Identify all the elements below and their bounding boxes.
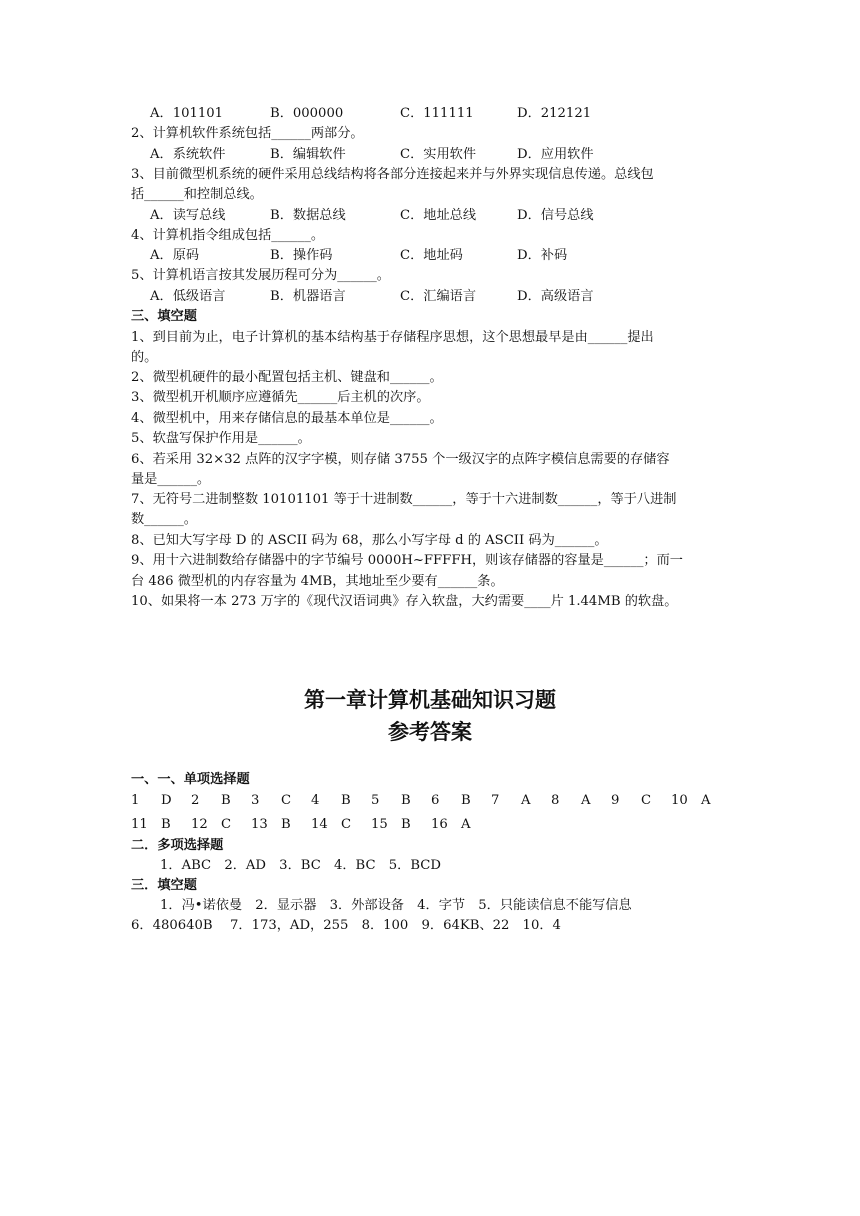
answer-cell: B [401, 793, 411, 808]
fill-line: 2、微型机硬件的最小配置包括主机、键盘和______。 [131, 370, 443, 385]
fill-line: 3、微型机开机顺序应遵循先______后主机的次序。 [131, 390, 430, 405]
section-heading-fill: 三、填空题 [131, 309, 197, 324]
answer-cell: 6 [431, 793, 440, 808]
answer-heading-single: 一、一、单项选择题 [131, 772, 250, 787]
answer-fill-line1: 1．冯•诺依曼 2．显示器 3．外部设备 4．字节 5．只能读信息不能写信息 [160, 898, 632, 913]
answer-cell: A [521, 793, 531, 808]
fill-line: 8、已知大写字母 D 的 ASCII 码为 68，那么小写字母 d 的 ASCII 码为______。 [131, 533, 608, 548]
q2-option-b: B．编辑软件 [270, 147, 346, 162]
q3-option-d: D．信号总线 [517, 208, 594, 223]
answer-cell: C [281, 793, 292, 808]
q1-option-c: C．111111 [400, 106, 474, 121]
answer-cell: C [221, 817, 232, 832]
answer-cell: A [581, 793, 591, 808]
q1-option-a: A．101101 [150, 106, 224, 121]
fill-line: 7、无符号二进制整数 10101101 等于十进制数______，等于十六进制数______，等于八进制 [131, 492, 677, 507]
q2-option-a: A．系统软件 [150, 147, 226, 162]
answer-cell: 16 [431, 817, 448, 832]
answer-cell: C [641, 793, 652, 808]
q4-option-d: D．补码 [517, 248, 568, 263]
q5-option-a: A．低级语言 [150, 289, 226, 304]
fill-line: 4、微型机中，用来存储信息的最基本单位是______。 [131, 411, 443, 426]
q1-option-b: B．000000 [270, 106, 344, 121]
q4-option-a: A．原码 [150, 248, 200, 263]
q3-text-line2: 括______和控制总线。 [131, 187, 263, 202]
q5-option-d: D．高级语言 [517, 289, 594, 304]
answer-cell: 11 [131, 817, 148, 832]
answer-heading-multi: 二．多项选择题 [131, 838, 224, 853]
answer-cell: A [701, 793, 711, 808]
q1-option-d: D．212121 [517, 106, 592, 121]
answer-cell: 4 [311, 793, 320, 808]
q3-option-c: C．地址总线 [400, 208, 477, 223]
q3-option-b: B．数据总线 [270, 208, 346, 223]
answer-cell: 9 [611, 793, 620, 808]
fill-line: 数______。 [131, 512, 197, 527]
answer-heading-fill: 三．填空题 [131, 878, 197, 893]
answer-cell: D [161, 793, 172, 808]
fill-line: 1、到目前为止，电子计算机的基本结构基于存储程序思想，这个思想最早是由______提出 [131, 330, 654, 345]
answer-cell: 12 [191, 817, 208, 832]
fill-line: 10、如果将一本 273 万字的《现代汉语词典》存入软盘，大约需要____片 1.44MB 的软盘。 [131, 594, 678, 609]
answer-fill-line2: 6．480640B 7．173，AD，255 8．100 9．64KB、22 10．4 [131, 918, 561, 933]
answer-row-1 [131, 791, 731, 811]
q4-option-c: C．地址码 [400, 248, 463, 263]
q2-option-c: C．实用软件 [400, 147, 477, 162]
fill-line: 6、若采用 32×32 点阵的汉字字模，则存储 3755 个一级汉字的点阵字模信息需要的存储容 [131, 452, 670, 467]
q5-option-b: B．机器语言 [270, 289, 346, 304]
answer-cell: 8 [551, 793, 560, 808]
answer-cell: C [341, 817, 352, 832]
answer-title: 第一章计算机基础知识习题 [304, 688, 556, 712]
answer-cell: 7 [491, 793, 500, 808]
answer-cell: 2 [191, 793, 200, 808]
answer-cell: B [401, 817, 411, 832]
answer-row-2 [131, 815, 731, 835]
q4-text: 4、计算机指令组成包括______。 [131, 228, 325, 243]
answer-cell: 3 [251, 793, 260, 808]
answer-cell: 15 [371, 817, 388, 832]
q3-option-a: A．读写总线 [150, 208, 226, 223]
answer-cell: B [221, 793, 231, 808]
answer-cell: 14 [311, 817, 328, 832]
answer-cell: 13 [251, 817, 268, 832]
answer-cell: B [281, 817, 291, 832]
q5-text: 5、计算机语言按其发展历程可分为______。 [131, 268, 390, 283]
answer-multi-line: 1．ABC 2．AD 3．BC 4．BC 5．BCD [160, 858, 441, 873]
fill-line: 台 486 微型机的内存容量为 4MB，其地址至少要有______条。 [131, 574, 504, 589]
fill-line: 5、软盘写保护作用是______。 [131, 431, 311, 446]
answer-cell: B [161, 817, 171, 832]
answer-cell: B [461, 793, 471, 808]
answer-subtitle: 参考答案 [388, 720, 472, 744]
fill-line: 9、用十六进制数给存储器中的字节编号 0000H~FFFFH，则该存储器的容量是______；而一 [131, 553, 683, 568]
q3-text-line1: 3、目前微型机系统的硬件采用总线结构将各部分连接起来并与外界实现信息传递。总线包 [131, 167, 654, 182]
answer-cell: A [461, 817, 471, 832]
answer-cell: B [341, 793, 351, 808]
q5-option-c: C．汇编语言 [400, 289, 477, 304]
q4-option-b: B．操作码 [270, 248, 333, 263]
q2-text: 2、计算机软件系统包括______两部分。 [131, 126, 364, 141]
fill-line: 的。 [131, 350, 158, 365]
answer-cell: 5 [371, 793, 380, 808]
q2-option-d: D．应用软件 [517, 147, 594, 162]
answer-cell: 10 [671, 793, 688, 808]
answer-cell: 1 [131, 793, 140, 808]
fill-line: 量是______。 [131, 472, 211, 487]
